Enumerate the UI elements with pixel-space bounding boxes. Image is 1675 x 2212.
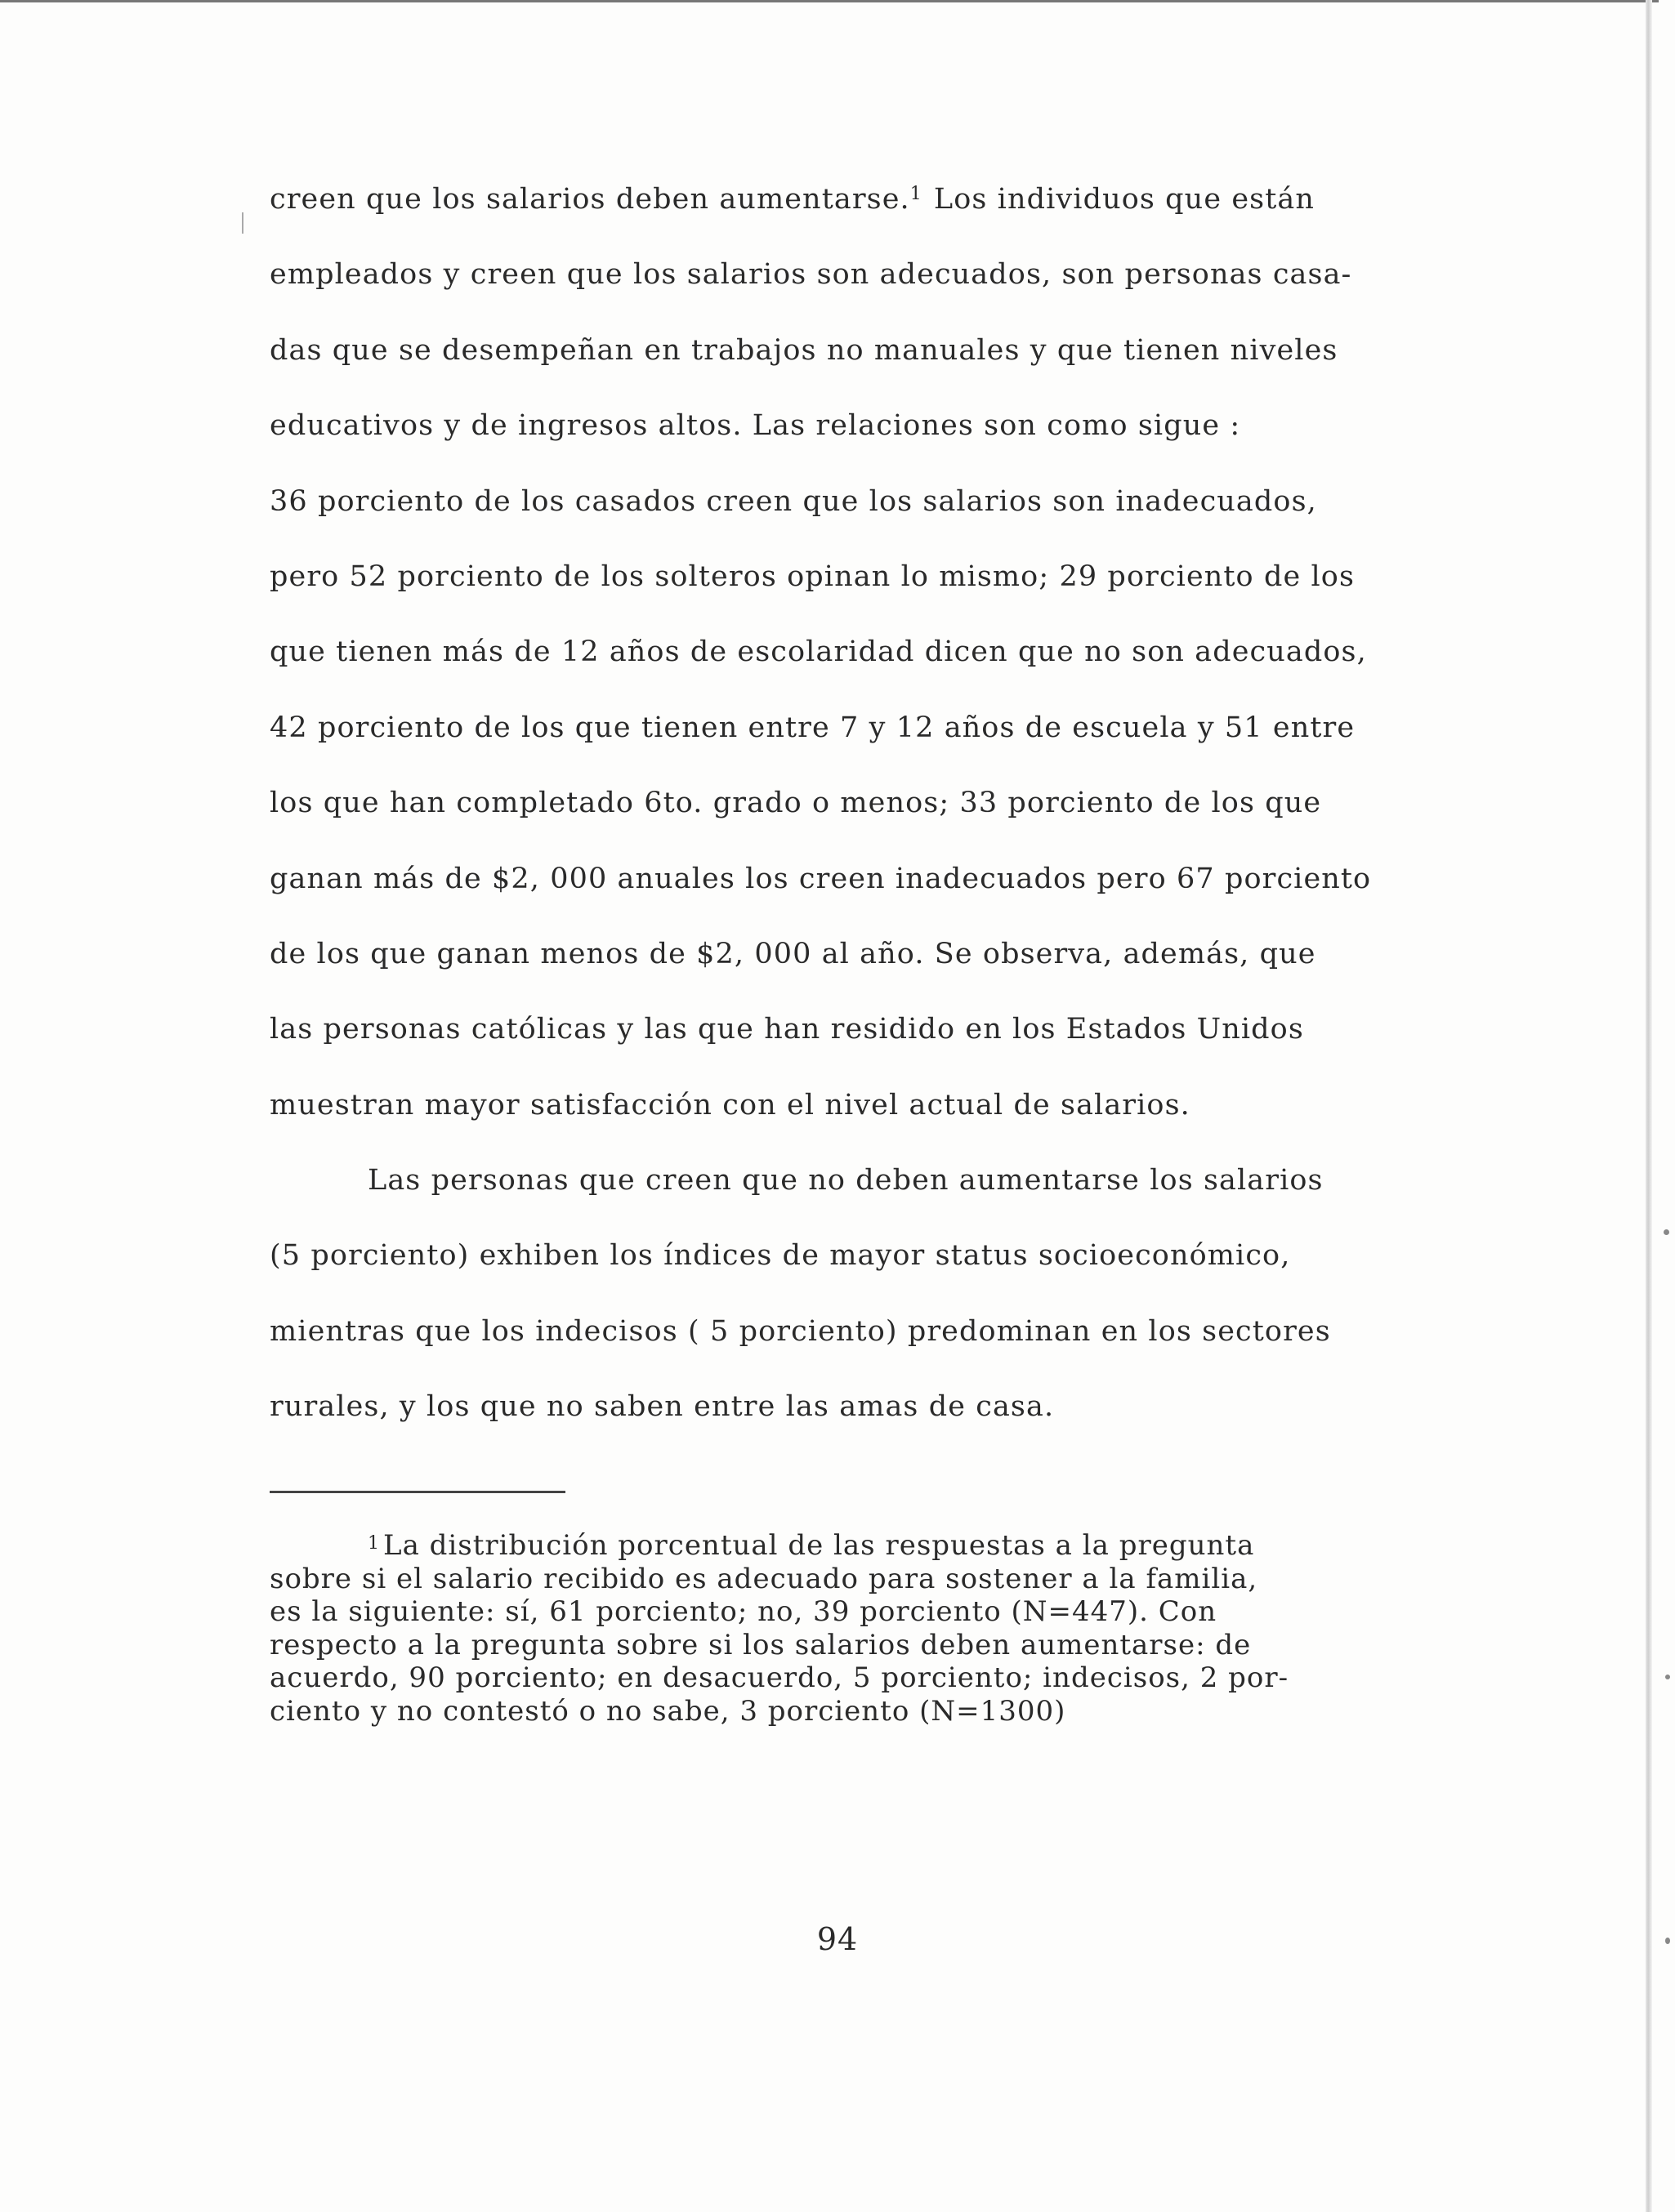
body-line: 36 porciento de los casados creen que los salarios son inadecuados, (270, 484, 1317, 518)
footnote-line: $^1$ La distribución porcentual de las respuestas a la pregunta (368, 1529, 1255, 1562)
paragraph-line: mientras que los indecisos ( 5 porciento) predominan en los sectores (270, 1314, 1331, 1348)
footnote-separator (270, 1491, 565, 1493)
footnote-line: sobre si el salario recibido es adecuado para sostener a la familia, (270, 1562, 1258, 1595)
footnote-mark: 1 (368, 1533, 380, 1554)
scan-speck (1664, 1229, 1669, 1235)
footnote-line: ciento y no contestó o no sabe, 3 porciento (N=1300) (270, 1694, 1066, 1728)
paragraph-line: Las personas que creen que no deben aumentarse los salarios (368, 1164, 1324, 1197)
paragraph-line: (5 porciento) exhiben los índices de mayor status socioeconómico, (270, 1239, 1291, 1273)
body-line: creen que los salarios deben aumentarse.$^1$ Los individuos que están (270, 183, 1315, 216)
body-line: ganan más de $2, 000 anuales los creen inadecuados pero 67 porciento (270, 862, 1372, 895)
body-line: das que se desempeñan en trabajos no manuales y que tienen niveles (270, 333, 1338, 367)
scan-right-edge (1646, 0, 1652, 2212)
footnote-reference: 1 (909, 184, 922, 204)
body-line: de los que ganan menos de $2, 000 al año. Se observa, además, que (270, 937, 1316, 970)
footnote-line: respecto a la pregunta sobre si los salarios deben aumentarse: de (270, 1628, 1252, 1661)
footnote (270, 1529, 1446, 1728)
body-line: empleados y creen que los salarios son adecuados, son personas casa- (270, 258, 1352, 292)
body-line: muestran mayor satisfacción con el nivel actual de salarios. (270, 1088, 1190, 1122)
body-line: 42 porciento de los que tienen entre 7 y 12 años de escuela y 51 entre (270, 711, 1356, 744)
body-line: los que han completado 6to. grado o menos; 33 porciento de los que (270, 787, 1322, 820)
body-line: pero 52 porciento de los solteros opinan lo mismo; 29 porciento de los (270, 560, 1356, 593)
footnote-line: es la siguiente: sí, 61 porciento; no, 39 porciento (N=447). Con (270, 1595, 1217, 1629)
scan-speck (242, 212, 243, 234)
scan-speck (1665, 1675, 1670, 1679)
body-line: que tienen más de 12 años de escolaridad dicen que no son adecuados, (270, 636, 1367, 669)
body-line: las personas católicas y las que han residido en los Estados Unidos (270, 1013, 1304, 1046)
body-line: educativos y de ingresos altos. Las relaciones son como sigue : (270, 409, 1241, 443)
scan-top-edge (0, 0, 1659, 2)
paragraph-line: rurales, y los que no saben entre las amas de casa. (270, 1390, 1055, 1424)
scan-speck (1665, 1938, 1670, 1944)
footnote-line: acuerdo, 90 porciento; en desacuerdo, 5 porciento; indecisos, 2 por- (270, 1661, 1289, 1695)
body-text (270, 162, 1446, 1445)
page-number: 94 (816, 1921, 859, 1957)
